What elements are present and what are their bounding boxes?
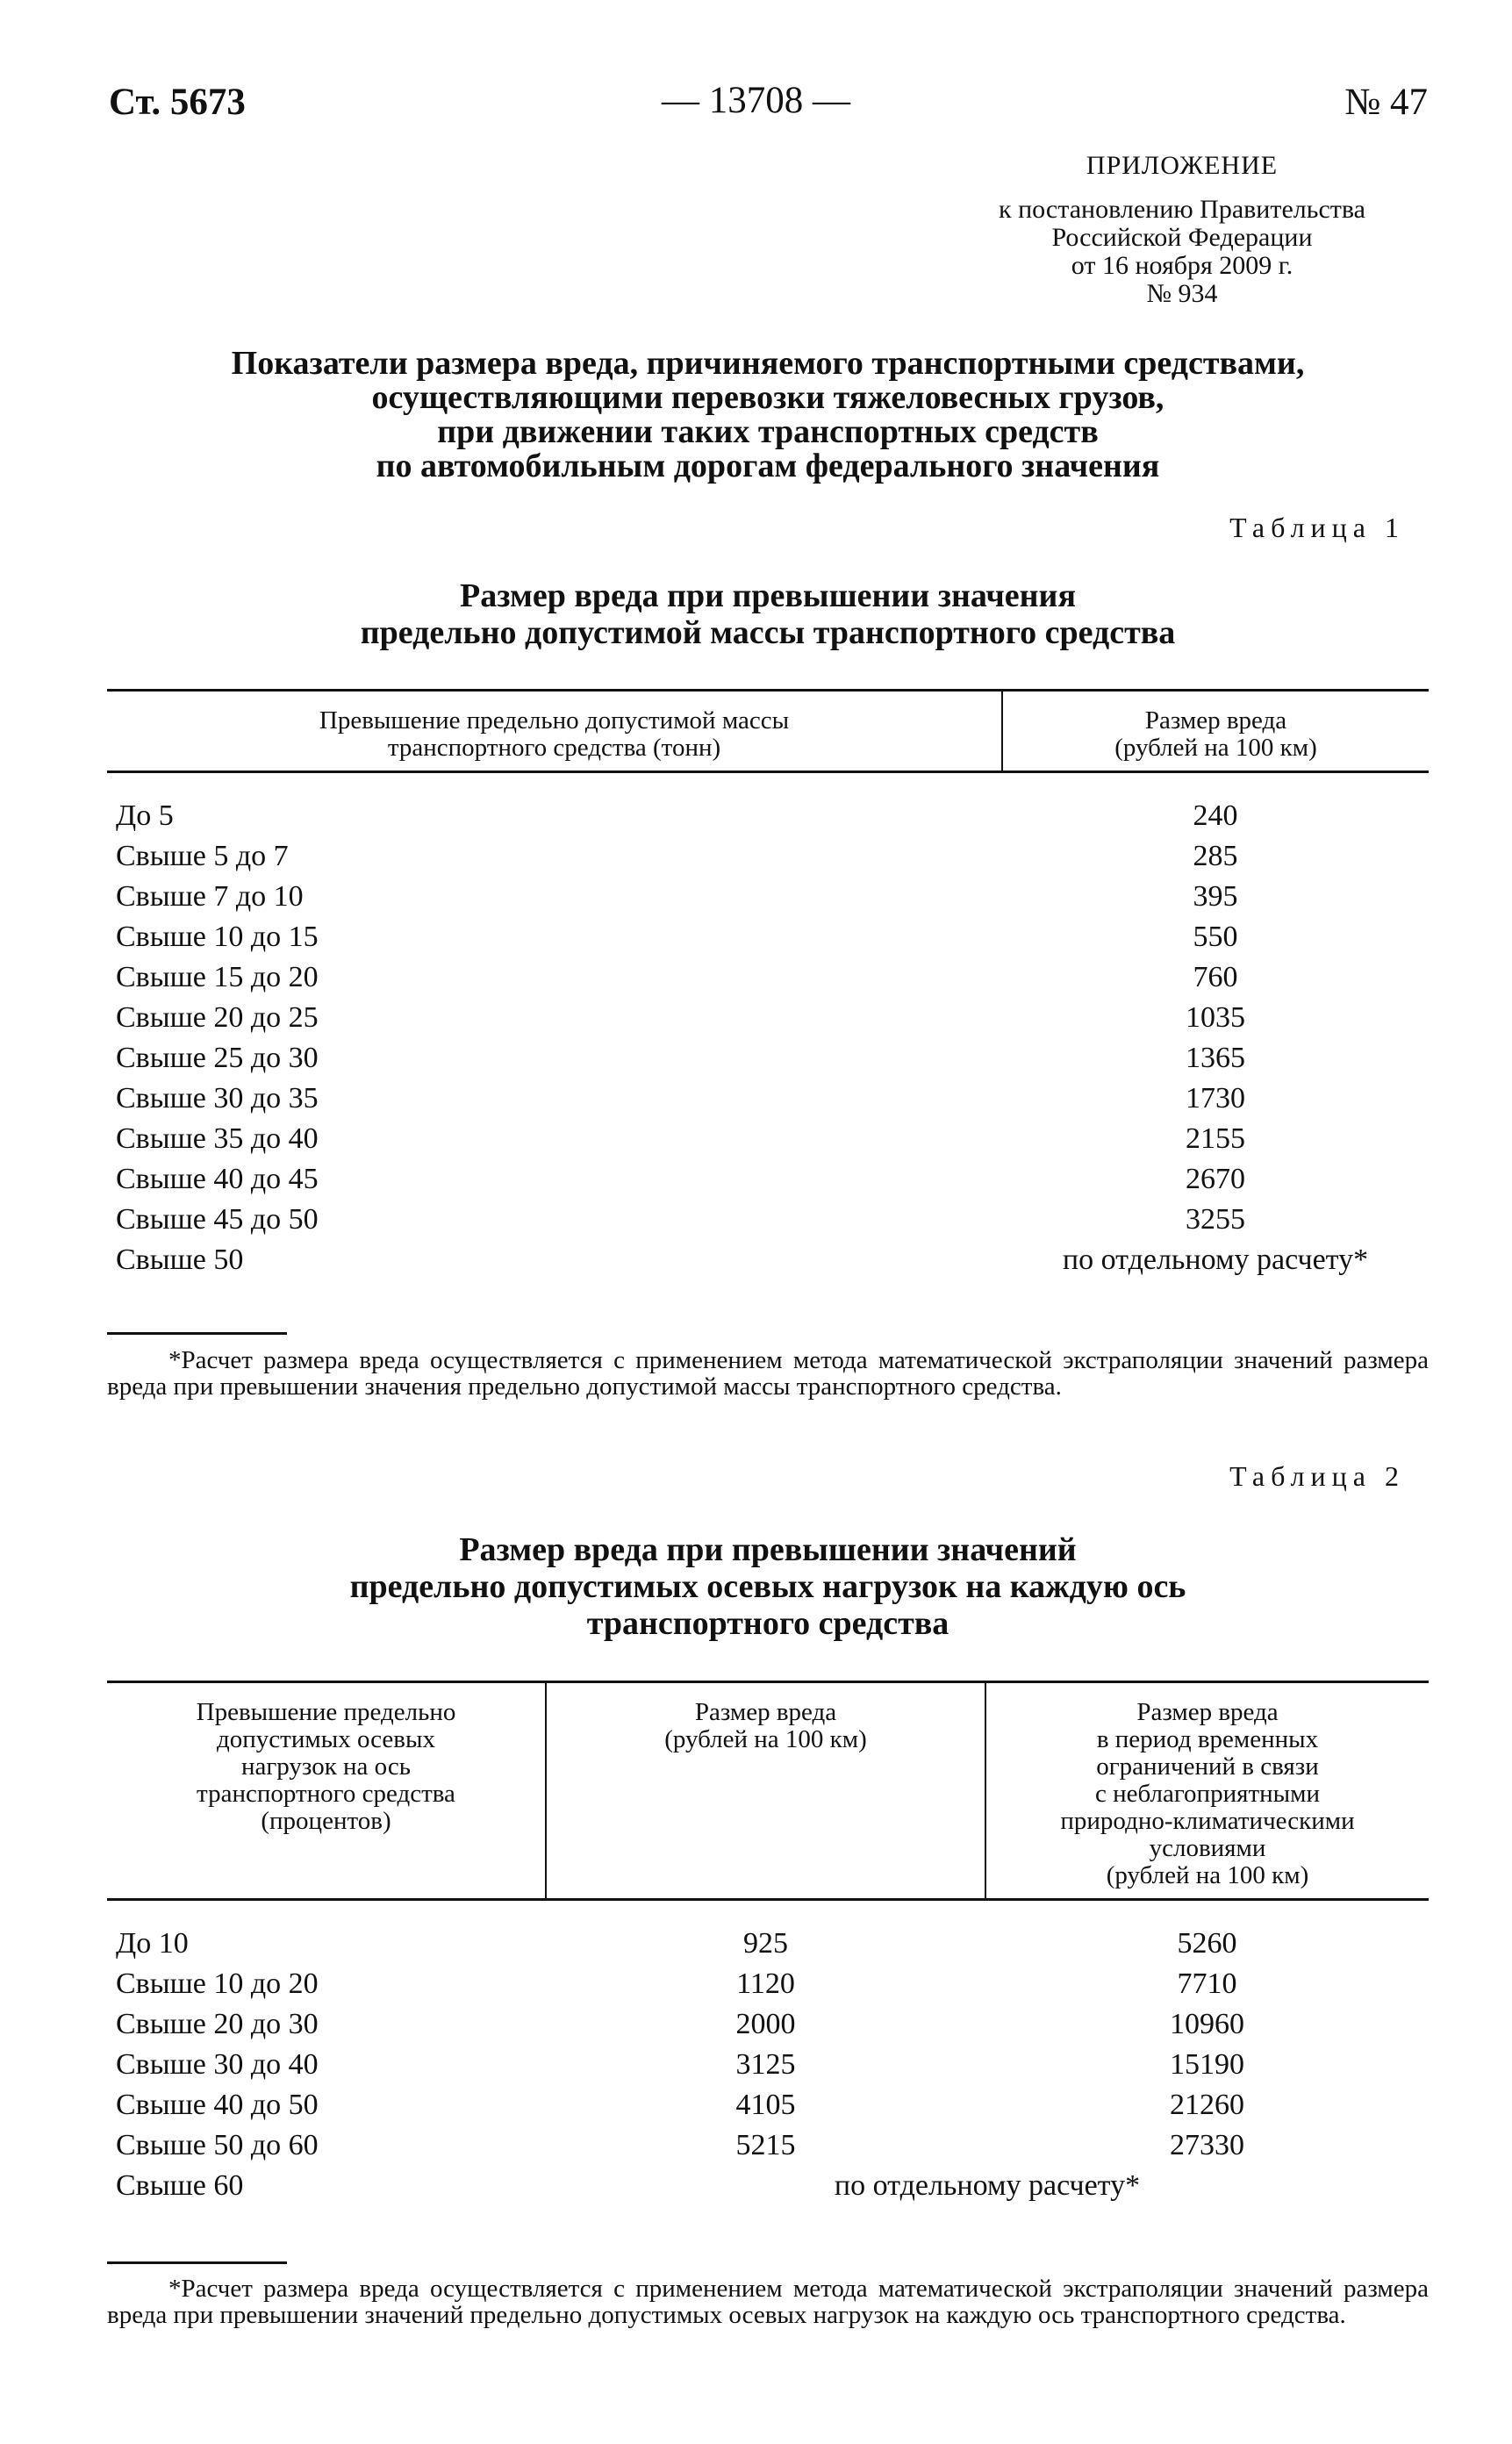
title-line: по автомобильным дорогам федерального значения [376,448,1160,484]
harm-cell: 2000 [735,2008,796,2040]
table1-row [107,1038,1429,1079]
harm-cell: 5215 [735,2129,796,2161]
table2-row [107,2166,1429,2206]
issue-number: № 47 [1344,82,1428,123]
header-line: природно-климатическими [1060,1807,1355,1835]
header-line: в период временных [1096,1725,1319,1753]
excess-cell: Свыше 30 до 40 [116,2048,319,2081]
harm-cell: 4105 [735,2089,796,2121]
harm-cell: 3255 [1186,1203,1245,1236]
harm-cell: 1730 [1186,1082,1245,1114]
table1-row [107,1079,1429,1119]
header-line: (рублей на 100 км) [1114,734,1317,762]
harm-restricted-cell: 21260 [1170,2089,1244,2121]
page-number: — 13708 — [662,80,850,121]
harm-cell: 2155 [1186,1122,1245,1155]
header-line: (рублей на 100 км) [1106,1861,1309,1889]
table2-row [107,2045,1429,2085]
harm-restricted-cell: 27330 [1170,2129,1244,2161]
table2-row [107,2125,1429,2166]
harm-cell: по отдельному расчету* [1062,1244,1369,1276]
table1-row [107,1159,1429,1200]
header-line: с неблагоприятными [1095,1780,1320,1808]
title-line: при движении таких транспортных средств [437,413,1099,450]
excess-cell: Свыше 5 до 7 [116,840,289,872]
table1-row [107,836,1429,877]
harm-cell: 395 [1193,880,1238,913]
table2-header-harm [546,1682,985,1900]
table1-label: Таблица 1 [1229,512,1405,543]
appendix-line: № 934 [1146,279,1218,308]
table1 [107,689,1429,1280]
harm-cell: 2670 [1186,1163,1245,1195]
table1-row [107,917,1429,957]
table2-label: Таблица 2 [1229,1460,1405,1492]
excess-cell: Свыше 40 до 50 [116,2089,319,2121]
excess-cell: Свыше 20 до 30 [116,2008,319,2040]
table1-title [140,577,1395,651]
header-line: транспортного средства (тонн) [387,734,721,762]
article-number: Ст. 5673 [109,82,246,123]
excess-cell: Свыше 15 до 20 [116,961,319,993]
excess-cell: Свыше 10 до 15 [116,921,319,953]
excess-cell: Свыше 50 до 60 [116,2129,319,2161]
harm-cell: 1365 [1186,1042,1245,1074]
table1-row [107,877,1429,917]
table2-header-harm-restricted [985,1682,1429,1900]
harm-cell: 760 [1193,961,1238,993]
table1-title-line: Размер вреда при превышении значения [460,577,1076,614]
harm-restricted-cell: 15190 [1170,2048,1244,2081]
table1-header-excess [107,691,1002,772]
header-line: нагрузок на ось [241,1752,411,1781]
table1-row [107,796,1429,836]
harm-cell: 3125 [735,2048,796,2081]
table2-row [107,2004,1429,2045]
table2-row [107,1964,1429,2004]
table2-header-excess [107,1682,546,1900]
excess-cell: Свыше 60 [116,2169,244,2202]
excess-cell: Свыше 10 до 20 [116,1967,319,2000]
table2-title-line: транспортного средства [586,1605,949,1642]
header-line: Превышение предельно [196,1698,456,1726]
excess-cell: Свыше 25 до 30 [116,1042,319,1074]
table2-title [140,1531,1395,1642]
appendix-line: к постановлению Правительства [999,195,1365,224]
harm-restricted-cell: 10960 [1170,2008,1244,2040]
header-line: Размер вреда [1144,706,1287,735]
excess-cell: Свыше 40 до 45 [116,1163,319,1195]
title-line: Показатели размера вреда, причиняемого транспортными средствами, [231,345,1305,382]
harm-merged-cell: по отдельному расчету* [834,2169,1141,2202]
table1-header-harm [1002,691,1429,772]
harm-cell: 925 [743,1927,788,1960]
header-line: (рублей на 100 км) [664,1725,867,1753]
table2 [107,1681,1429,2206]
table1-row [107,1200,1429,1240]
excess-cell: До 5 [116,799,174,832]
table2-footnote: *Расчет размера вреда осуществляется с применением метода математической экстраполяции значений размера вреда при превышении значений предельно допустимых осевых нагрузок на каждую ось транспортного средства. [107,2275,1429,2329]
header-line: (процентов) [261,1807,391,1835]
table2-row [107,2085,1429,2125]
table2-row [107,1924,1429,1964]
appendix-title: ПРИЛОЖЕНИЕ [1086,151,1279,180]
harm-cell: 1120 [736,1967,795,2000]
header-line: Превышение предельно допустимой массы [319,706,790,735]
excess-cell: До 10 [116,1927,189,1960]
table2-title-line: предельно допустимых осевых нагрузок на каждую ось [349,1568,1186,1605]
table1-row [107,1119,1429,1159]
harm-cell: 285 [1193,840,1238,872]
header-line: Размер вреда [694,1698,837,1726]
table1-title-line: предельно допустимой массы транспортного средства [360,614,1176,651]
table1-row [107,1240,1429,1280]
harm-restricted-cell: 5260 [1177,1927,1237,1960]
excess-cell: Свыше 20 до 25 [116,1001,319,1034]
header-line: транспортного средства [197,1780,455,1808]
harm-cell: 1035 [1186,1001,1245,1034]
harm-cell: 550 [1193,921,1238,953]
harm-restricted-cell: 7710 [1177,1967,1237,2000]
table1-row [107,998,1429,1038]
excess-cell: Свыше 45 до 50 [116,1203,319,1236]
title-line: осуществляющими перевозки тяжеловесных грузов, [371,379,1164,416]
footnote-rule [107,2261,287,2264]
excess-cell: Свыше 35 до 40 [116,1122,319,1155]
excess-cell: Свыше 30 до 35 [116,1082,319,1114]
table2-title-line: Размер вреда при превышении значений [459,1531,1077,1568]
appendix-reference [936,196,1428,308]
excess-cell: Свыше 7 до 10 [116,880,304,913]
appendix-line: от 16 ноября 2009 г. [1071,251,1293,280]
document-title [140,347,1395,484]
table1-footnote: *Расчет размера вреда осуществляется с применением метода математической экстраполяции значений размера вреда при превышении значения предельно допустимой массы транспортного средства. [107,1346,1429,1401]
excess-cell: Свыше 50 [116,1244,244,1276]
table1-row [107,957,1429,998]
header-line: ограничений в связи [1096,1752,1319,1781]
harm-cell: 240 [1193,799,1238,832]
appendix-line: Российской Федерации [1051,223,1313,252]
footnote-rule [107,1332,287,1335]
header-line: Размер вреда [1136,1698,1279,1726]
header-line: условиями [1149,1834,1266,1862]
header-line: допустимых осевых [217,1725,435,1753]
